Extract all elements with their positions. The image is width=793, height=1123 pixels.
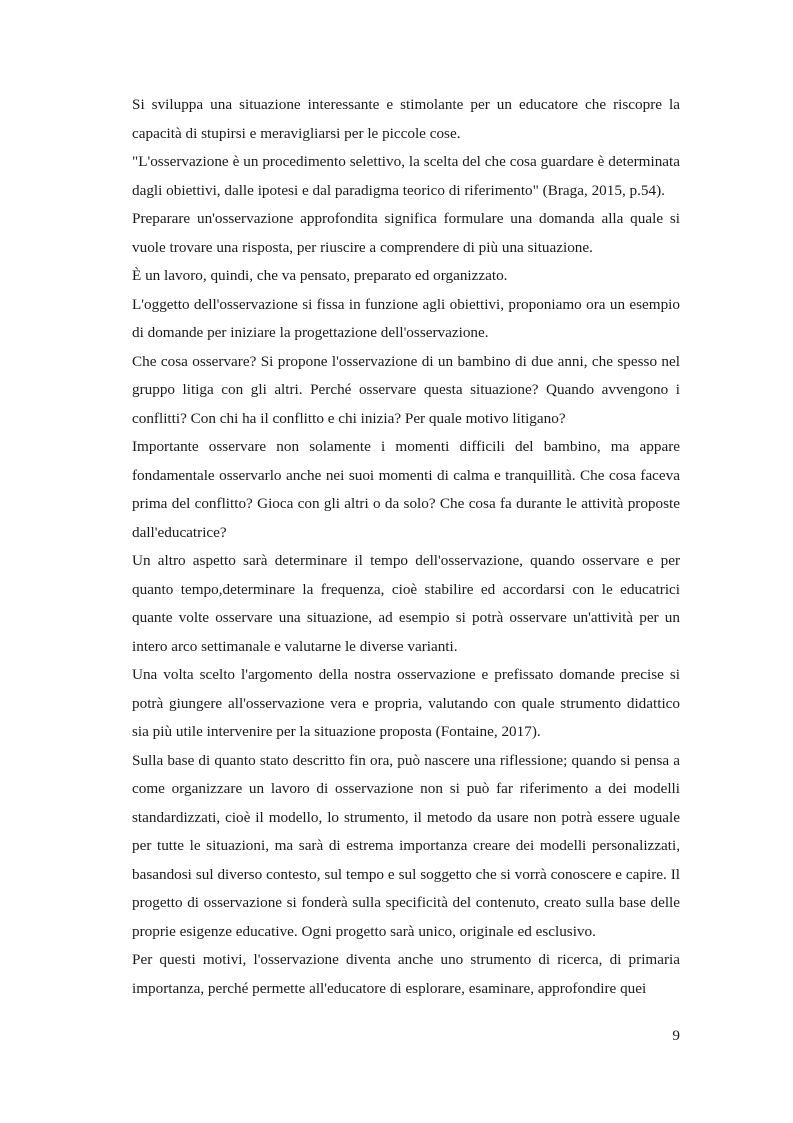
paragraph: È un lavoro, quindi, che va pensato, preparato ed organizzato. (132, 267, 508, 284)
paragraph: Sulla base di quanto stato descritto fin ora, può nascere una riflessione; quando si pensa a come organizzare un lavoro di osservazione non si può far riferimento a dei modelli standardizzati, cioè il modello, lo strumento, il metodo da usare non potrà essere uguale per tutte le situazioni, ma sarà di estrema importanza creare dei modelli personalizzati, basandosi sul diverso contesto, sul tempo e sul soggetto che si vorrà conoscere e capire. Il progetto di osservazione si fonderà sulla specificità del contenuto, creato sulla base delle proprie esigenze educative. Ogni progetto sarà unico, originale ed esclusivo. (132, 751, 680, 940)
paragraph: Per questi motivi, l'osservazione diventa anche uno strumento di ricerca, di primaria importanza, perché permette all'educatore di esplorare, esaminare, approfondire quei (132, 951, 680, 997)
paragraph: Un altro aspetto sarà determinare il tempo dell'osservazione, quando osservare e per quanto tempo,determinare la frequenza, cioè stabilire ed accordarsi con le educatrici quante volte osservare una situazione, ad esempio si potrà osservare un'attività per un intero arco settimanale e valutarne le diverse varianti. (132, 552, 680, 655)
paragraph: Che cosa osservare? Si propone l'osservazione di un bambino di due anni, che spesso nel gruppo litiga con gli altri. Perché osservare questa situazione? Quando avvengono i conflitti? Con chi ha il conflitto e chi inizia? Per quale motivo litigano? (132, 352, 680, 427)
paragraph: Importante osservare non solamente i momenti difficili del bambino, ma appare fondamentale osservarlo anche nei suoi momenti di calma e tranquillità. Che cosa faceva prima del conflitto? Gioca con gli altri o da solo? Che cosa fa durante le attività proposte dall'educatrice? (132, 438, 680, 541)
paragraph: Si sviluppa una situazione interessante e stimolante per un educatore che riscopre la capacità di stupirsi e meravigliarsi per le piccole cose. (132, 96, 680, 142)
paragraph: Una volta scelto l'argomento della nostra osservazione e prefissato domande precise si potrà giungere all'osservazione vera e propria, valutando con quale strumento didattico sia più utile intervenire per la situazione proposta (Fontaine, 2017). (132, 666, 680, 740)
page-number: 9 (672, 1027, 680, 1044)
paragraph: Preparare un'osservazione approfondita significa formulare una domanda alla quale si vuole trovare una risposta, per riuscire a comprendere di più una situazione. (132, 210, 680, 256)
body-text (132, 91, 680, 1003)
paragraph: L'oggetto dell'osservazione si fissa in funzione agli obiettivi, proponiamo ora un esempio di domande per iniziare la progettazione dell'osservazione. (132, 295, 680, 341)
paragraph: "L'osservazione è un procedimento selettivo, la scelta del che cosa guardare è determinata dagli obiettivi, dalle ipotesi e dal paradigma teorico di riferimento" (Braga, 2015, p.54). (132, 153, 680, 199)
